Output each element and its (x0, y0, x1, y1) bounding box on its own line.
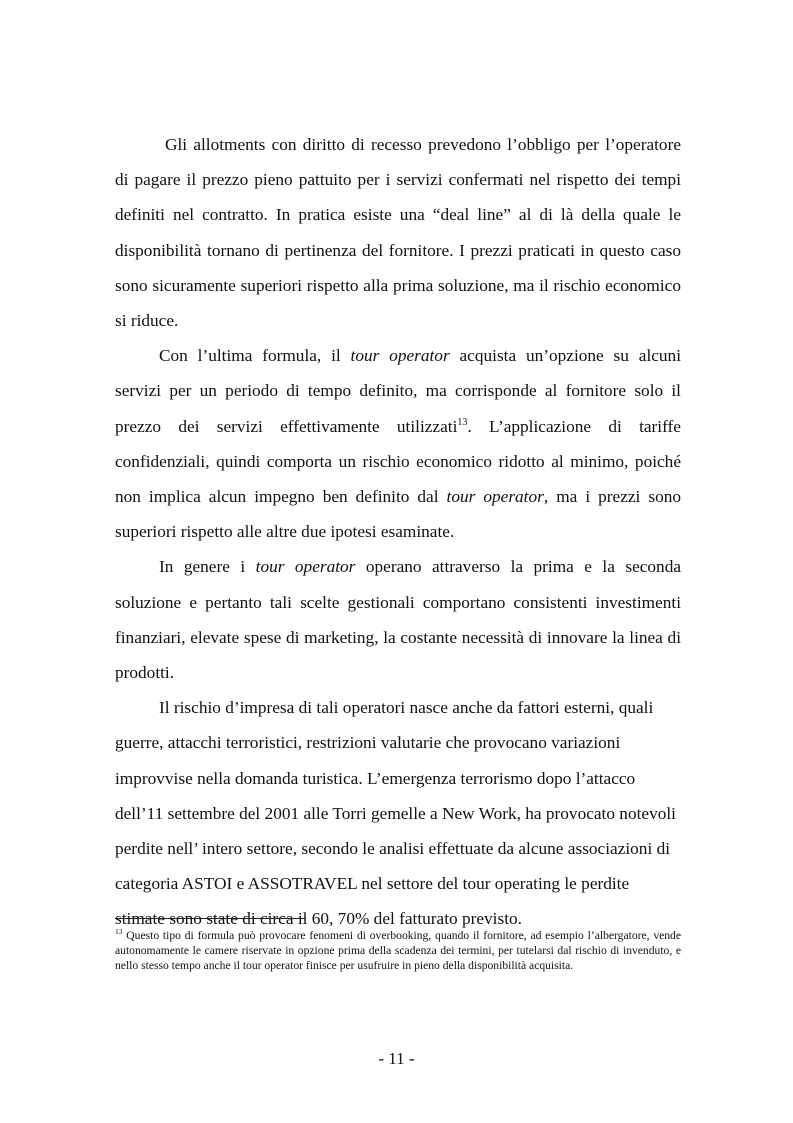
footnote (115, 928, 681, 974)
page-number: - 11 - (378, 1049, 415, 1068)
paragraph-text: acquista un’opzione su alcuni servizi per un periodo di tempo definito, ma corrisponde al fornitore solo il prezzo dei servizi effettivamente utilizzati (115, 346, 681, 436)
footnote-reference: 13 (457, 416, 468, 428)
footnote-number: 13 (115, 927, 123, 936)
paragraph-text: , ma i prezzi sono superiori rispetto alle altre due ipotesi esaminate. (115, 487, 681, 542)
paragraph-text: . L’applicazione di tariffe confidenziali, quindi comporta un rischio economico ridotto al minimo, poiché non implica alcun impegno ben definito dal (115, 416, 681, 507)
paragraph-text: Il rischio d’impresa di tali operatori nasce anche da fattori esterni, quali guerre, attacchi terroristici, restrizioni valutarie che provocano variazioni improvvise nella domanda turistica. L’emergenza terrorismo dopo l’attacco dell’11 settembre del 2001 alle Torri gemelle a New Work, ha provocato notevoli perdite nell’ intero settore, secondo le analisi effettuate da alcune associazioni di categoria ASTOI e ASSOTRAVEL nel settore del tour operating le perdite stimate sono state di circa il 60, 70% del fatturato previsto. (115, 698, 676, 929)
paragraph-text: Gli allotments con diritto di recesso prevedono l’obbligo per l’operatore di pagare il prezzo pieno pattuito per i servizi confermati nel rispetto dei tempi definiti nel contratto. In pratica esiste una “deal line” al di là della quale le disponibilità tornano di pertinenza del fornitore. I prezzi praticati in questo caso sono sicuramente superiori rispetto alla prima soluzione, ma il rischio economico si riduce. (115, 135, 681, 331)
body-text (115, 127, 681, 937)
emphasis-tour-operator: tour operator (255, 557, 356, 577)
paragraph-rischio-impresa (115, 690, 681, 936)
emphasis-tour-operator: tour operator (446, 487, 544, 507)
emphasis-tour-operator: tour operator (350, 346, 450, 366)
paragraph-allotments-recesso (115, 127, 681, 338)
footnote-separator (115, 918, 306, 919)
paragraph-text: Con l’ultima formula, il (159, 346, 351, 366)
paragraph-ultima-formula (115, 338, 681, 549)
footnote-text: Questo tipo di formula può provocare fenomeni di overbooking, quando il fornitore, ad esempio l’albergatore, vende autonomamente le camere riservate in opzione prima della scadenza dei termini, per tutelarsi dal rischio di invenduto, e nello stesso tempo anche il tour operator finisce per usufruire in pieno della disponibilità acquisita. (115, 929, 681, 973)
paragraph-in-genere (115, 549, 681, 690)
paragraph-text: In genere i (159, 557, 256, 577)
paragraph-text: operano attraverso la prima e la seconda soluzione e pertanto tali scelte gestionali comportano consistenti investimenti finanziari, elevate spese di marketing, la costante necessità di innovare la linea di prodotti. (115, 557, 681, 683)
